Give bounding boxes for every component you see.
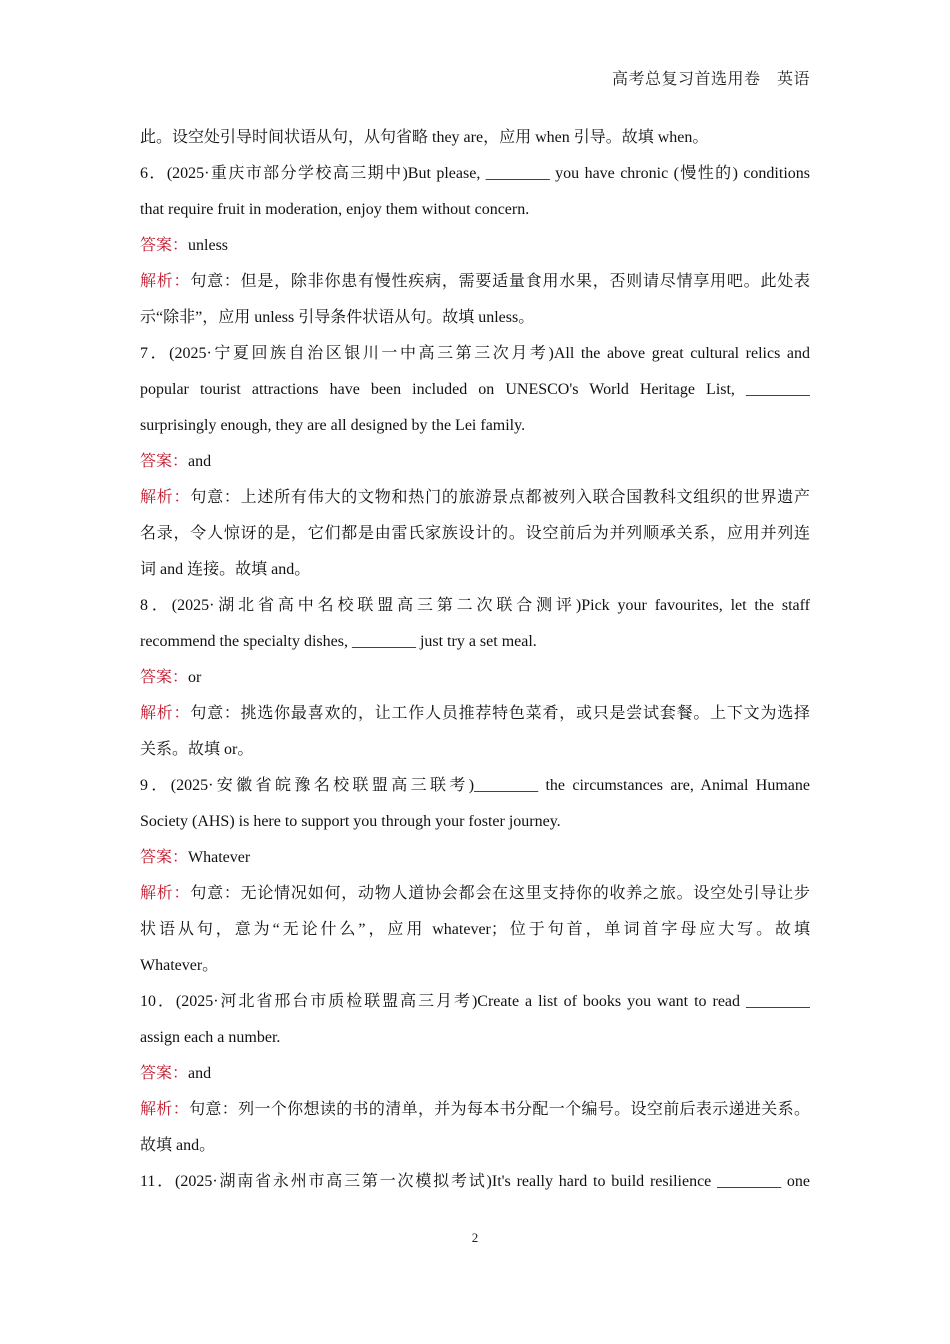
text-line xyxy=(140,552,810,588)
answer-label: 答案： xyxy=(140,453,189,470)
text-line xyxy=(140,336,810,372)
line-text: 名录，令人惊讶的是，它们都是由雷氏家族设计的。设空前后为并列顺承关系，应用并列连 xyxy=(140,525,810,542)
analysis-line xyxy=(140,876,810,912)
text-line xyxy=(140,984,810,1020)
line-text: 句意：挑选你最喜欢的，让工作人员推荐特色菜肴，或只是尝试套餐。上下文为选择 xyxy=(190,705,810,722)
answer-line xyxy=(140,840,810,876)
line-text: Whatever。 xyxy=(140,957,219,974)
line-text: 此。设空处引导时间状语从句，从句省略 they are，应用 when 引导。故填 when。 xyxy=(140,129,709,146)
line-text: 关系。故填 or。 xyxy=(140,741,254,758)
text-line xyxy=(140,1128,810,1164)
page-header: 高考总复习首选用卷 英语 xyxy=(611,71,810,88)
text-line xyxy=(140,804,810,840)
answer-line xyxy=(140,228,810,264)
answer-label: 答案： xyxy=(140,849,189,866)
line-text: Whatever xyxy=(188,849,251,866)
answer-label: 答案： xyxy=(140,669,189,686)
line-text: surprisingly enough, they are all designed by the Lei family. xyxy=(140,417,526,434)
line-text: or xyxy=(188,669,202,686)
analysis-label: 解析： xyxy=(140,1101,190,1118)
line-text: 9．(2025·安徽省皖豫名校联盟高三联考)________ the circumstances are, Animal Humane xyxy=(140,777,810,794)
analysis-label: 解析： xyxy=(140,885,191,902)
line-text: 8．(2025·湖北省高中名校联盟高三第二次联合测评)Pick your favourites, let the staff xyxy=(140,597,810,614)
analysis-label: 解析： xyxy=(140,705,191,722)
text-line xyxy=(140,1020,810,1056)
line-text: 6．(2025·重庆市部分学校高三期中)But please, ________ you have chronic (慢性的) conditions xyxy=(140,165,810,182)
line-text: 词 and 连接。故填 and。 xyxy=(140,561,311,578)
text-line xyxy=(140,732,810,768)
line-text: assign each a number. xyxy=(140,1029,281,1046)
line-text: 状语从句，意为“无论什么”，应用 whatever；位于句首，单词首字母应大写。故填 xyxy=(140,921,810,938)
analysis-line xyxy=(140,264,810,300)
text-line xyxy=(140,1164,810,1200)
line-text: 11．(2025·湖南省永州市高三第一次模拟考试)It's really hard to build resilience ________ one xyxy=(140,1173,810,1190)
line-text: 句意：但是，除非你患有慢性疾病，需要适量食用水果，否则请尽情享用吧。此处表 xyxy=(190,273,810,290)
text-line xyxy=(140,768,810,804)
text-line xyxy=(140,948,810,984)
analysis-line xyxy=(140,1092,810,1128)
text-line xyxy=(140,624,810,660)
text-line xyxy=(140,912,810,948)
text-line xyxy=(140,516,810,552)
answer-label: 答案： xyxy=(140,1065,189,1082)
text-line xyxy=(140,408,810,444)
line-text: 句意：无论情况如何，动物人道协会都会在这里支持你的收养之旅。设空处引导让步 xyxy=(190,885,810,902)
line-text: that require fruit in moderation, enjoy them without concern. xyxy=(140,201,530,218)
document-body xyxy=(140,120,810,1200)
text-line xyxy=(140,588,810,624)
line-text: 故填 and。 xyxy=(140,1137,216,1154)
text-line xyxy=(140,156,810,192)
answer-line xyxy=(140,660,810,696)
line-text: 示“除非”，应用 unless 引导条件状语从句。故填 unless。 xyxy=(140,309,535,326)
line-text: unless xyxy=(188,237,229,254)
analysis-line xyxy=(140,696,810,732)
line-text: recommend the specialty dishes, ________ just try a set meal. xyxy=(140,633,537,650)
line-text: 句意：上述所有伟大的文物和热门的旅游景点都被列入联合国教科文组织的世界遗产 xyxy=(190,489,810,506)
answer-label: 答案： xyxy=(140,237,189,254)
line-text: and xyxy=(188,453,212,470)
text-line xyxy=(140,192,810,228)
text-line xyxy=(140,120,810,156)
line-text: Society (AHS) is here to support you through your foster journey. xyxy=(140,813,561,830)
text-line xyxy=(140,300,810,336)
text-line xyxy=(140,372,810,408)
analysis-label: 解析： xyxy=(140,489,191,506)
line-text: popular tourist attractions have been included on UNESCO's World Heritage List, ________ xyxy=(140,381,810,398)
analysis-label: 解析： xyxy=(140,273,191,290)
line-text: 7．(2025·宁夏回族自治区银川一中高三第三次月考)All the above great cultural relics and xyxy=(140,345,810,362)
page-number: 2 xyxy=(471,1230,479,1245)
line-text: and xyxy=(188,1065,212,1082)
line-text: 句意：列一个你想读的书的清单，并为每本书分配一个编号。设空前后表示递进关系。 xyxy=(189,1101,810,1118)
answer-line xyxy=(140,444,810,480)
line-text: 10．(2025·河北省邢台市质检联盟高三月考)Create a list of books you want to read ________ xyxy=(140,993,810,1010)
answer-line xyxy=(140,1056,810,1092)
analysis-line xyxy=(140,480,810,516)
